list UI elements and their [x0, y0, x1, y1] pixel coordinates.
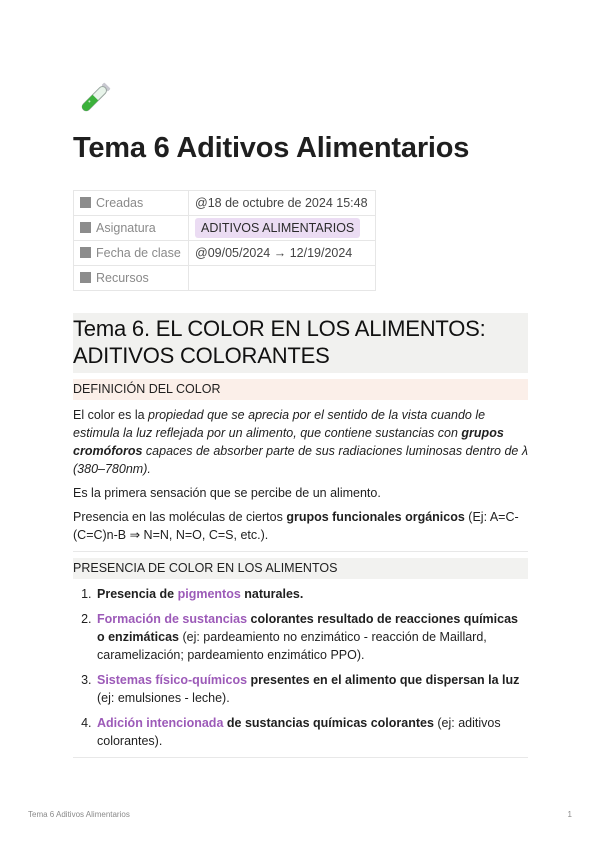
property-value: @09/05/2024 → 12/19/2024 [189, 241, 376, 266]
footer-title: Tema 6 Aditivos Alimentarios [28, 810, 130, 819]
test-tube-icon [73, 78, 115, 120]
presence-label: PRESENCIA DE COLOR EN LOS ALIMENTOS [73, 558, 528, 579]
property-key: Asignatura [96, 221, 156, 235]
property-icon [80, 197, 91, 208]
subject-tag: ADITIVOS ALIMENTARIOS [195, 218, 360, 238]
page-content [73, 78, 528, 758]
property-key: Creadas [96, 196, 144, 210]
page-footer [28, 810, 572, 819]
list-item: 2. Formación de sustancias colorantes resultado de reacciones químicas o enzimáticas (ej: pardeamiento no enzimático - reacción de Maillard, caramelización; pardeamiento enzimático PPO). [95, 610, 528, 664]
page-title: Tema 6 Aditivos Alimentarios [73, 132, 470, 164]
divider [73, 757, 528, 758]
divider [73, 551, 528, 552]
property-value: @18 de octubre de 2024 15:48 [189, 191, 376, 216]
property-icon [80, 222, 91, 233]
properties-table [73, 190, 376, 291]
list-item: 1. Presencia de pigmentos naturales. [95, 585, 528, 603]
property-key: Fecha de clase [96, 246, 181, 260]
list-item: 4. Adición intencionada de sustancias químicas colorantes (ej: aditivos colorantes). [95, 714, 528, 750]
definition-paragraph: El color es la propiedad que se aprecia por el sentido de la vista cuando le estimula la luz reflejada por un alimento, que contiene sustancias con grupos cromóforos capaces de absorber parte de sus radiaciones luminosas dentro de λ (380–780nm). [73, 408, 528, 476]
list-item: 3. Sistemas físico-químicos presentes en el alimento que dispersan la luz (ej: emulsiones - leche). [95, 671, 528, 707]
first-sensation-paragraph: Es la primera sensación que se percibe de un alimento. [73, 486, 381, 500]
property-row [74, 216, 376, 241]
section-heading: Tema 6. EL COLOR EN LOS ALIMENTOS: ADITIVOS COLORANTES [73, 316, 486, 368]
functional-groups-paragraph: Presencia en las moléculas de ciertos grupos funcionales orgánicos (Ej: A=C-(C=C)n-B ⇒ N=N, N=O, C=S, etc.). [73, 510, 519, 542]
property-row [74, 191, 376, 216]
property-row [74, 241, 376, 266]
property-value [189, 266, 376, 291]
definition-label: DEFINICIÓN DEL COLOR [73, 379, 528, 400]
property-icon [80, 272, 91, 283]
section-heading-block [73, 313, 528, 373]
page-number: 1 [567, 810, 572, 819]
property-icon [80, 247, 91, 258]
property-key: Recursos [96, 271, 149, 285]
presence-list [73, 585, 528, 750]
property-row [74, 266, 376, 291]
